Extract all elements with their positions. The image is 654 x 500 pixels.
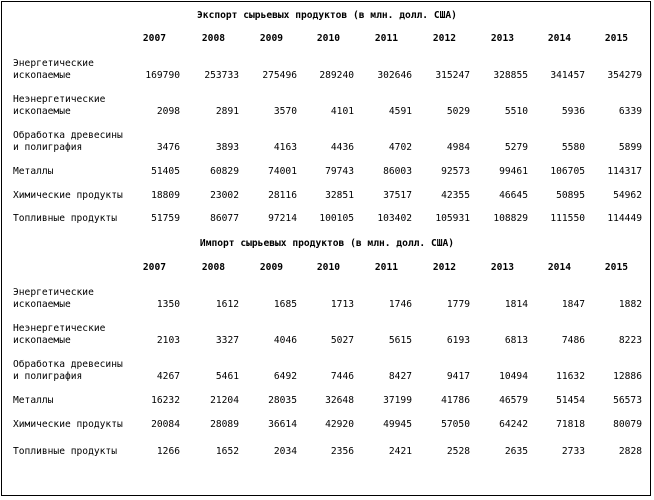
- year-header-cell: 2007: [142, 33, 166, 44]
- year-header-cell: 2008: [201, 33, 225, 44]
- table-cell: 23002: [210, 190, 239, 201]
- table-cell: 111550: [550, 213, 585, 224]
- year-header-cell: 2014: [547, 262, 571, 273]
- row-label: Неэнергетические ископаемые: [13, 94, 106, 117]
- table-cell: 71818: [556, 419, 585, 430]
- year-header-cell: 2009: [259, 33, 283, 44]
- table-cell: 7486: [561, 335, 585, 346]
- table-cell: 169790: [145, 70, 180, 81]
- table-cell: 11632: [556, 371, 585, 382]
- table-cell: 97214: [268, 213, 297, 224]
- table-cell: 3570: [273, 106, 297, 117]
- year-header-cell: 2009: [259, 262, 283, 273]
- table-cell: 2356: [330, 446, 354, 457]
- year-header-cell: 2015: [604, 262, 628, 273]
- table-cell: 12886: [613, 371, 642, 382]
- table-cell: 9417: [446, 371, 470, 382]
- table-cell: 4046: [273, 335, 297, 346]
- table-cell: 5936: [561, 106, 585, 117]
- table-cell: 289240: [319, 70, 354, 81]
- table-cell: 5899: [618, 142, 642, 153]
- table-cell: 2103: [156, 335, 180, 346]
- year-header-cell: 2011: [374, 33, 398, 44]
- table-cell: 18809: [151, 190, 180, 201]
- table-cell: 10494: [499, 371, 528, 382]
- year-header-cell: 2010: [316, 262, 340, 273]
- year-header-cell: 2012: [432, 262, 456, 273]
- table-cell: 42920: [325, 419, 354, 430]
- table-cell: 74001: [268, 166, 297, 177]
- table-cell: 57050: [441, 419, 470, 430]
- row-label: Топливные продукты: [13, 213, 117, 224]
- table-cell: 1713: [330, 299, 354, 310]
- table-cell: 28035: [268, 395, 297, 406]
- table-cell: 50895: [556, 190, 585, 201]
- table-cell: 341457: [550, 70, 585, 81]
- table-cell: 5461: [215, 371, 239, 382]
- table-cell: 4984: [446, 142, 470, 153]
- table-cell: 1266: [156, 446, 180, 457]
- table-cell: 1350: [156, 299, 180, 310]
- row-label: Энергетические ископаемые: [13, 287, 94, 310]
- year-header-cell: 2007: [142, 262, 166, 273]
- table-cell: 51454: [556, 395, 585, 406]
- table-cell: 1612: [215, 299, 239, 310]
- table-cell: 2891: [215, 106, 239, 117]
- table-cell: 4267: [156, 371, 180, 382]
- table-cell: 5580: [561, 142, 585, 153]
- row-label: Химические продукты: [13, 190, 123, 201]
- table-cell: 1685: [273, 299, 297, 310]
- table-cell: 41786: [441, 395, 470, 406]
- table-cell: 86077: [210, 213, 239, 224]
- table-cell: 4702: [388, 142, 412, 153]
- table-cell: 114449: [607, 213, 642, 224]
- table-cell: 80079: [613, 419, 642, 430]
- table-cell: 5027: [330, 335, 354, 346]
- table-cell: 32851: [325, 190, 354, 201]
- table-cell: 103402: [377, 213, 412, 224]
- row-label: Химические продукты: [13, 419, 123, 430]
- table-cell: 86003: [383, 166, 412, 177]
- table-cell: 1779: [446, 299, 470, 310]
- table-cell: 5279: [504, 142, 528, 153]
- table-cell: 302646: [377, 70, 412, 81]
- export-year-header: [0, 33, 654, 47]
- year-header-cell: 2008: [201, 262, 225, 273]
- table-cell: 7446: [330, 371, 354, 382]
- table-cell: 46579: [499, 395, 528, 406]
- table-cell: 51405: [151, 166, 180, 177]
- table-cell: 2421: [388, 446, 412, 457]
- table-cell: 5510: [504, 106, 528, 117]
- table-cell: 21204: [210, 395, 239, 406]
- row-label: Обработка древесины и полиграфия: [13, 130, 123, 153]
- table-cell: 1814: [504, 299, 528, 310]
- table-cell: 37517: [383, 190, 412, 201]
- year-header-cell: 2013: [490, 33, 514, 44]
- table-cell: 28089: [210, 419, 239, 430]
- table-cell: 54962: [613, 190, 642, 201]
- table-cell: 4163: [273, 142, 297, 153]
- year-header-cell: 2011: [374, 262, 398, 273]
- table-cell: 3327: [215, 335, 239, 346]
- table-cell: 5615: [388, 335, 412, 346]
- import-title: Импорт сырьевых продуктов (в млн. долл. США): [199, 238, 455, 249]
- table-cell: 56573: [613, 395, 642, 406]
- row-label: Энергетические ископаемые: [13, 58, 94, 81]
- table-cell: 64242: [499, 419, 528, 430]
- table-cell: 42355: [441, 190, 470, 201]
- row-label: Металлы: [13, 395, 54, 406]
- table-cell: 6813: [504, 335, 528, 346]
- year-header-cell: 2012: [432, 33, 456, 44]
- table-cell: 253733: [204, 70, 239, 81]
- table-cell: 20084: [151, 419, 180, 430]
- table-cell: 4591: [388, 106, 412, 117]
- row-label: Обработка древесины и полиграфия: [13, 359, 123, 382]
- table-cell: 2635: [504, 446, 528, 457]
- table-cell: 275496: [262, 70, 297, 81]
- table-cell: 36614: [268, 419, 297, 430]
- table-cell: 5029: [446, 106, 470, 117]
- table-cell: 354279: [607, 70, 642, 81]
- table-cell: 2733: [561, 446, 585, 457]
- export-title: Экспорт сырьевых продуктов (в млн. долл. США): [197, 10, 457, 21]
- year-header-cell: 2013: [490, 262, 514, 273]
- table-cell: 51759: [151, 213, 180, 224]
- table-cell: 46645: [499, 190, 528, 201]
- table-cell: 2098: [156, 106, 180, 117]
- table-cell: 100105: [319, 213, 354, 224]
- row-label: Неэнергетические ископаемые: [13, 323, 106, 346]
- table-cell: 105931: [435, 213, 470, 224]
- table-cell: 3476: [156, 142, 180, 153]
- year-header-cell: 2014: [547, 33, 571, 44]
- table-cell: 37199: [383, 395, 412, 406]
- table-cell: 8223: [618, 335, 642, 346]
- table-cell: 28116: [268, 190, 297, 201]
- table-cell: 2034: [273, 446, 297, 457]
- table-cell: 3893: [215, 142, 239, 153]
- table-cell: 6193: [446, 335, 470, 346]
- import-year-header: [0, 262, 654, 276]
- table-cell: 32648: [325, 395, 354, 406]
- table-cell: 1882: [618, 299, 642, 310]
- year-header-cell: 2015: [604, 33, 628, 44]
- table-cell: 1746: [388, 299, 412, 310]
- table-cell: 114317: [607, 166, 642, 177]
- table-cell: 1847: [561, 299, 585, 310]
- table-cell: 315247: [435, 70, 470, 81]
- table-cell: 92573: [441, 166, 470, 177]
- table-cell: 8427: [388, 371, 412, 382]
- table-cell: 1652: [215, 446, 239, 457]
- table-cell: 2528: [446, 446, 470, 457]
- table-cell: 2828: [618, 446, 642, 457]
- table-cell: 79743: [325, 166, 354, 177]
- table-cell: 106705: [550, 166, 585, 177]
- table-cell: 49945: [383, 419, 412, 430]
- row-label: Металлы: [13, 166, 54, 177]
- table-cell: 108829: [493, 213, 528, 224]
- table-cell: 99461: [499, 166, 528, 177]
- table-cell: 4101: [330, 106, 354, 117]
- row-label: Топливные продукты: [13, 446, 117, 457]
- table-cell: 6339: [618, 106, 642, 117]
- table-cell: 4436: [330, 142, 354, 153]
- table-cell: 60829: [210, 166, 239, 177]
- table-cell: 328855: [493, 70, 528, 81]
- year-header-cell: 2010: [316, 33, 340, 44]
- table-cell: 6492: [273, 371, 297, 382]
- table-cell: 16232: [151, 395, 180, 406]
